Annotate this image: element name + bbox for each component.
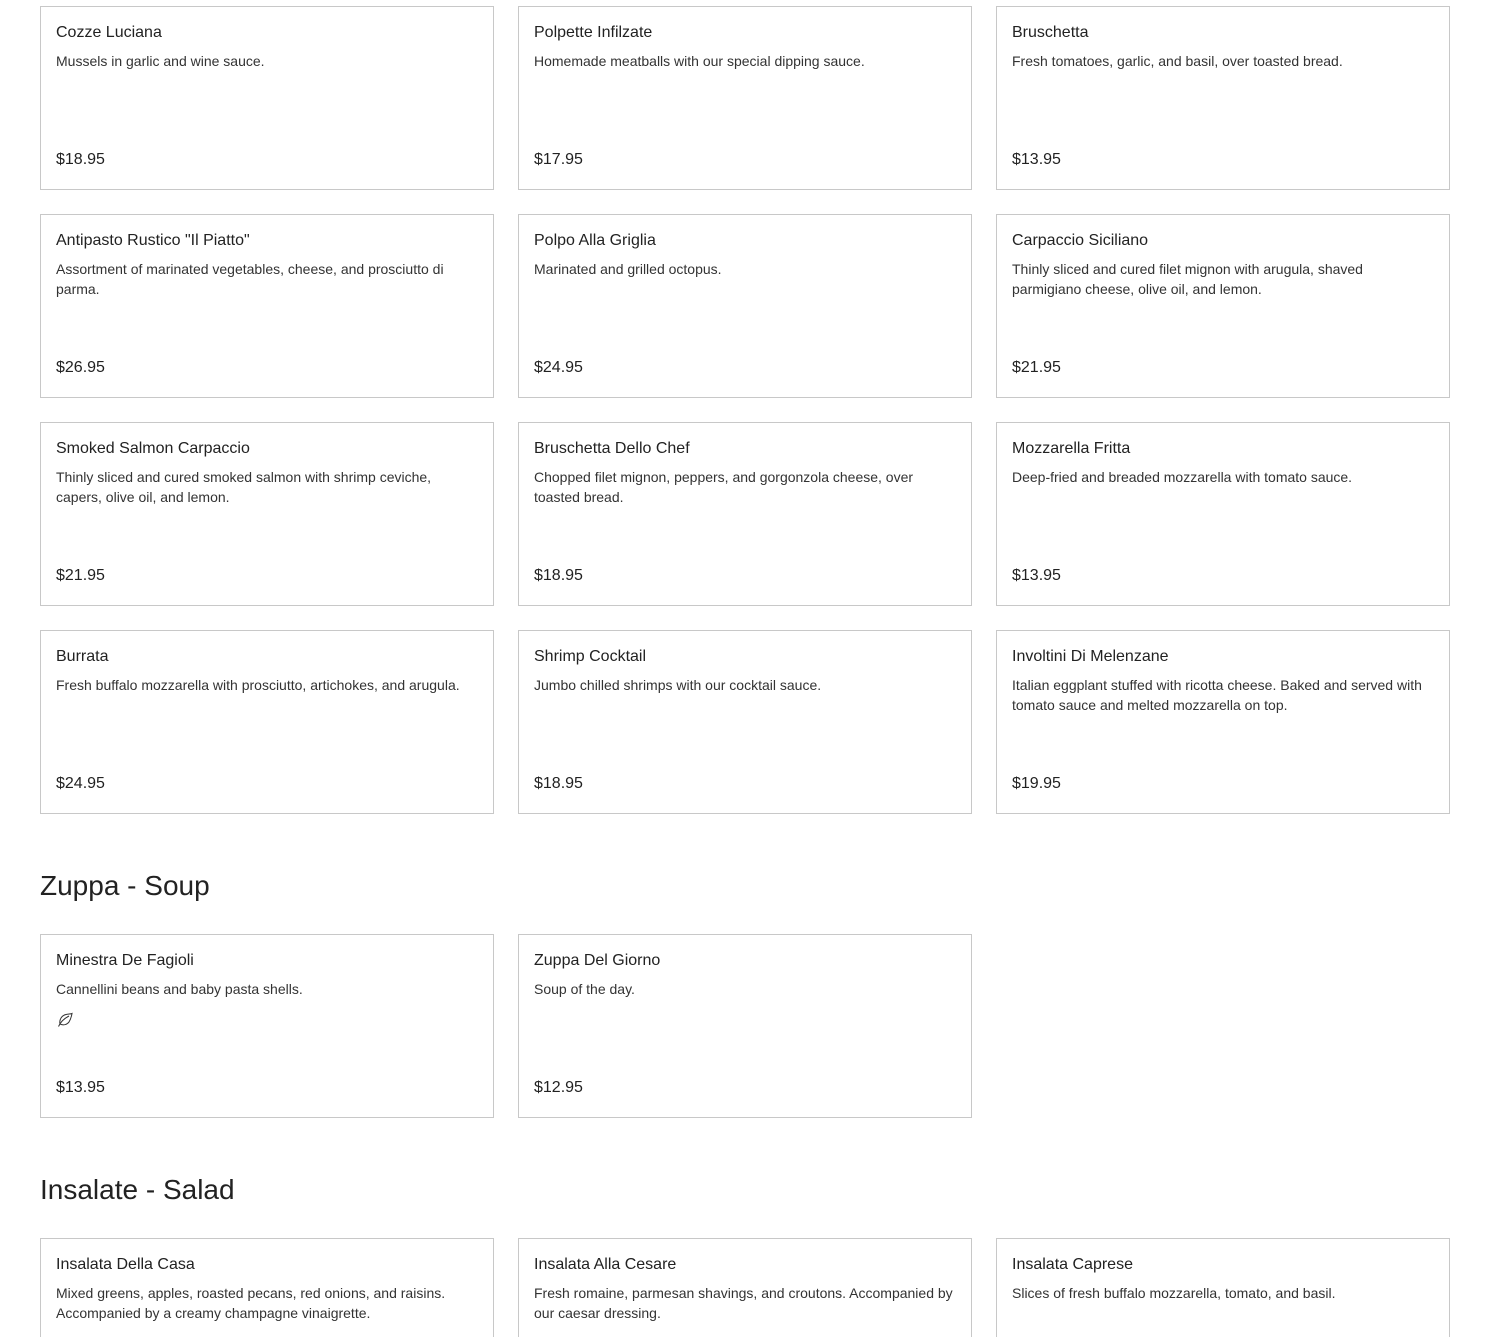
menu-item-card[interactable] xyxy=(518,1238,972,1337)
menu-item-card[interactable] xyxy=(518,214,972,398)
item-name: Insalata Della Casa xyxy=(56,1256,195,1273)
menu-item-card[interactable] xyxy=(518,422,972,606)
item-description: Thinly sliced and cured smoked salmon with shrimp ceviche, capers, olive oil, and lemon. xyxy=(56,469,432,505)
item-price: $24.95 xyxy=(56,775,105,792)
item-price: $21.95 xyxy=(1012,359,1061,376)
item-description: Chopped filet mignon, peppers, and gorgonzola cheese, over toasted bread. xyxy=(534,469,914,505)
item-name: Carpaccio Siciliano xyxy=(1012,232,1149,249)
item-price: $12.95 xyxy=(534,1079,583,1096)
item-name: Polpette Infilzate xyxy=(534,24,653,41)
item-description: Jumbo chilled shrimps with our cocktail sauce. xyxy=(534,677,822,693)
item-name: Insalata Alla Cesare xyxy=(534,1256,677,1273)
item-description: Italian eggplant stuffed with ricotta cheese. Baked and served with tomato sauce and melted mozzarella on top. xyxy=(1012,677,1422,713)
item-description: Cannellini beans and baby pasta shells. xyxy=(56,981,303,997)
menu-item-card[interactable] xyxy=(518,630,972,814)
item-price: $21.95 xyxy=(56,567,105,584)
item-name: Involtini Di Melenzane xyxy=(1012,648,1169,665)
item-name: Bruschetta xyxy=(1012,24,1089,41)
menu-item-card[interactable] xyxy=(518,6,972,190)
item-description: Marinated and grilled octopus. xyxy=(534,261,722,277)
item-name: Shrimp Cocktail xyxy=(534,648,647,665)
appetizers-grid xyxy=(40,6,1450,814)
item-price: $18.95 xyxy=(56,151,105,168)
item-name: Polpo Alla Griglia xyxy=(534,232,656,249)
item-price: $13.95 xyxy=(56,1079,105,1096)
menu-item-card[interactable] xyxy=(996,422,1450,606)
item-description: Fresh romaine, parmesan shavings, and croutons. Accompanied by our caesar dressing. xyxy=(534,1285,953,1321)
item-name: Smoked Salmon Carpaccio xyxy=(56,440,250,457)
menu-item-card[interactable] xyxy=(996,1238,1450,1337)
item-price: $18.95 xyxy=(534,567,583,584)
menu-item-card[interactable] xyxy=(40,422,494,606)
leaf-icon xyxy=(56,1011,74,1029)
item-name: Bruschetta Dello Chef xyxy=(534,440,690,457)
item-name: Cozze Luciana xyxy=(56,24,162,41)
section-heading-soup: Zuppa - Soup xyxy=(40,870,210,901)
menu-item-card[interactable] xyxy=(518,934,972,1118)
item-name: Antipasto Rustico "Il Piatto" xyxy=(56,232,250,249)
menu-item-card[interactable] xyxy=(996,214,1450,398)
item-description: Fresh buffalo mozzarella with prosciutto, artichokes, and arugula. xyxy=(56,677,460,693)
menu-item-card[interactable] xyxy=(40,6,494,190)
item-price: $19.95 xyxy=(1012,775,1061,792)
item-description: Homemade meatballs with our special dipping sauce. xyxy=(534,53,865,69)
item-description: Assortment of marinated vegetables, cheese, and prosciutto di parma. xyxy=(56,261,444,297)
item-price: $24.95 xyxy=(534,359,583,376)
item-price: $26.95 xyxy=(56,359,105,376)
item-description: Fresh tomatoes, garlic, and basil, over toasted bread. xyxy=(1012,53,1343,69)
item-name: Insalata Caprese xyxy=(1012,1256,1133,1273)
item-description: Slices of fresh buffalo mozzarella, tomato, and basil. xyxy=(1012,1285,1336,1301)
menu-item-card[interactable] xyxy=(40,934,494,1118)
menu-item-card[interactable] xyxy=(996,6,1450,190)
item-description: Mussels in garlic and wine sauce. xyxy=(56,53,265,69)
item-description: Mixed greens, apples, roasted pecans, red onions, and raisins. Accompanied by a creamy champagne vinaigrette. xyxy=(56,1285,446,1321)
item-price: $17.95 xyxy=(534,151,583,168)
menu-item-card[interactable] xyxy=(40,214,494,398)
item-description: Deep-fried and breaded mozzarella with tomato sauce. xyxy=(1012,469,1353,485)
soup-grid xyxy=(40,934,1450,1118)
item-name: Minestra De Fagioli xyxy=(56,952,194,969)
section-heading-salad: Insalate - Salad xyxy=(40,1174,235,1205)
salad-grid xyxy=(40,1238,1450,1337)
item-name: Zuppa Del Giorno xyxy=(534,952,661,969)
item-description: Thinly sliced and cured filet mignon with arugula, shaved parmigiano cheese, olive oil, and lemon. xyxy=(1012,261,1363,297)
item-price: $18.95 xyxy=(534,775,583,792)
item-description: Soup of the day. xyxy=(534,981,635,997)
menu-item-card[interactable] xyxy=(40,1238,494,1337)
item-price: $13.95 xyxy=(1012,567,1061,584)
item-price: $13.95 xyxy=(1012,151,1061,168)
item-name: Burrata xyxy=(56,648,109,665)
item-name: Mozzarella Fritta xyxy=(1012,440,1131,457)
menu-item-card[interactable] xyxy=(40,630,494,814)
menu-item-card[interactable] xyxy=(996,630,1450,814)
